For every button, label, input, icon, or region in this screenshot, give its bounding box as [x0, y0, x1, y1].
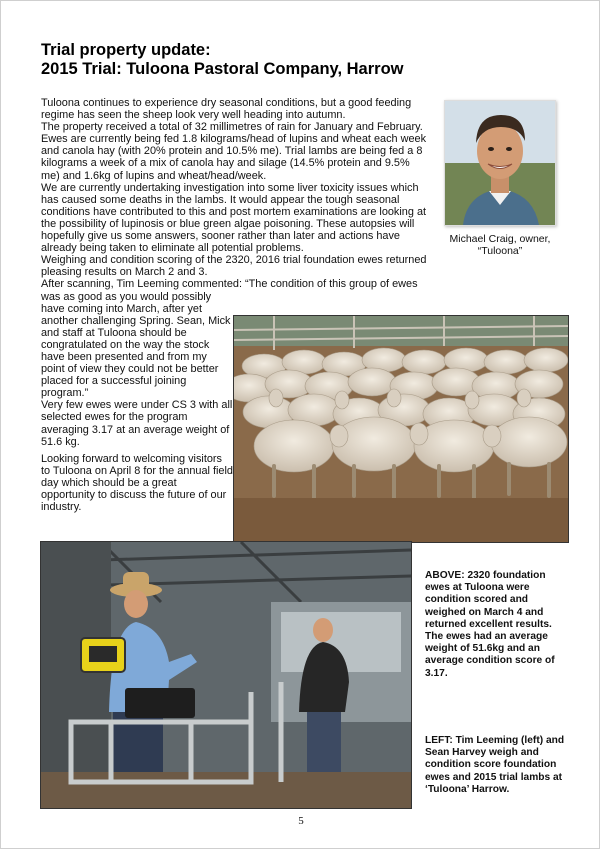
paragraph-weighing: Weighing and condition scoring of the 2320, 2016 trial foundation ewes returned pleasing results on March 2 and 3.	[41, 254, 427, 279]
paragraph-feeding: Ewes are currently being fed 1.8 kilograms/head of lupins and wheat each week and canola hay (with 20% protein and 10.5% me). Trial lambs are being fed a 8 kilograms a week of a mix of canola hay and silage (14.5% protein and 9.5% me) and 1.6kg of lupins and wheat/head/week.	[41, 133, 427, 182]
paragraph-condition-score: Very few ewes were under CS 3 with all selected ewes for the program averaging 3.17 at an average weight of 51.6 kg.	[41, 399, 233, 448]
caption-above-lead: ABOVE:	[425, 570, 465, 581]
caption-above-text: 2320 foundation ewes at Tuloona were condition scored and weighed on March 4 and returned excellent results. The ewes had an average weight of 51.6kg and an average condition score of 3.17.	[425, 570, 555, 679]
title-line-2: 2015 Trial: Tuloona Pastoral Company, Harrow	[41, 60, 404, 78]
paragraph-field-day: Looking forward to welcoming visitors to Tuloona on April 8 for the annual field day which should be a great opportunity to discuss the future of our industry.	[41, 452, 233, 514]
caption-left	[425, 735, 565, 796]
sheep-yard-photo	[233, 315, 569, 543]
sheep-flock-illustration	[234, 316, 568, 542]
title-line-1: Trial property update:	[41, 41, 211, 59]
page-number: 5	[298, 815, 304, 827]
weighing-scene-illustration	[41, 542, 411, 808]
paragraph-dry-conditions: Tuloona continues to experience dry seasonal conditions, but a good feeding regime has seen the sheep look very well heading into autumn.	[41, 97, 412, 122]
paragraph-liver-toxicity: We are currently undertaking investigation into some liver toxicity issues which has caused some deaths in the lambs. It would appear the tough seasonal conditions have contributed to this and post mortem examinations are looking at the possibility of lupinosis or blue green algae poisoning. These autopsies will hopefully give us some answers, sooner rather than later and actions have already being taken to eliminate all potential problems.	[41, 181, 427, 255]
portrait-caption-name: Michael Craig, owner,	[449, 233, 551, 245]
caption-left-lead: LEFT:	[425, 735, 453, 746]
portrait-illustration	[445, 101, 555, 225]
paragraph-quote: was as good as you would possibly have coming into March, after yet another challenging Spring. Sean, Mick and staff at Tuloona should be congratulated on the way the stock have been presented and from my point of view they could not be better placed for a successful joining program.”	[41, 290, 231, 400]
portrait-photo	[444, 100, 556, 226]
caption-left-text: Tim Leeming (left) and Sean Harvey weigh and condition score foundation ewes and 2015 trial lambs at ‘Tuloona’ Harrow.	[425, 735, 565, 795]
paragraph-scanning: After scanning, Tim Leeming commented: “The condition of this group of ewes	[41, 278, 418, 291]
portrait-caption-property: “Tuloona”	[477, 245, 523, 257]
paragraph-rainfall: The property received a total of 32 millimetres of rain for January and February.	[41, 121, 423, 134]
portrait-caption	[441, 233, 559, 257]
caption-above	[425, 570, 565, 680]
shed-weighing-photo	[40, 541, 412, 809]
page-title	[41, 41, 541, 79]
